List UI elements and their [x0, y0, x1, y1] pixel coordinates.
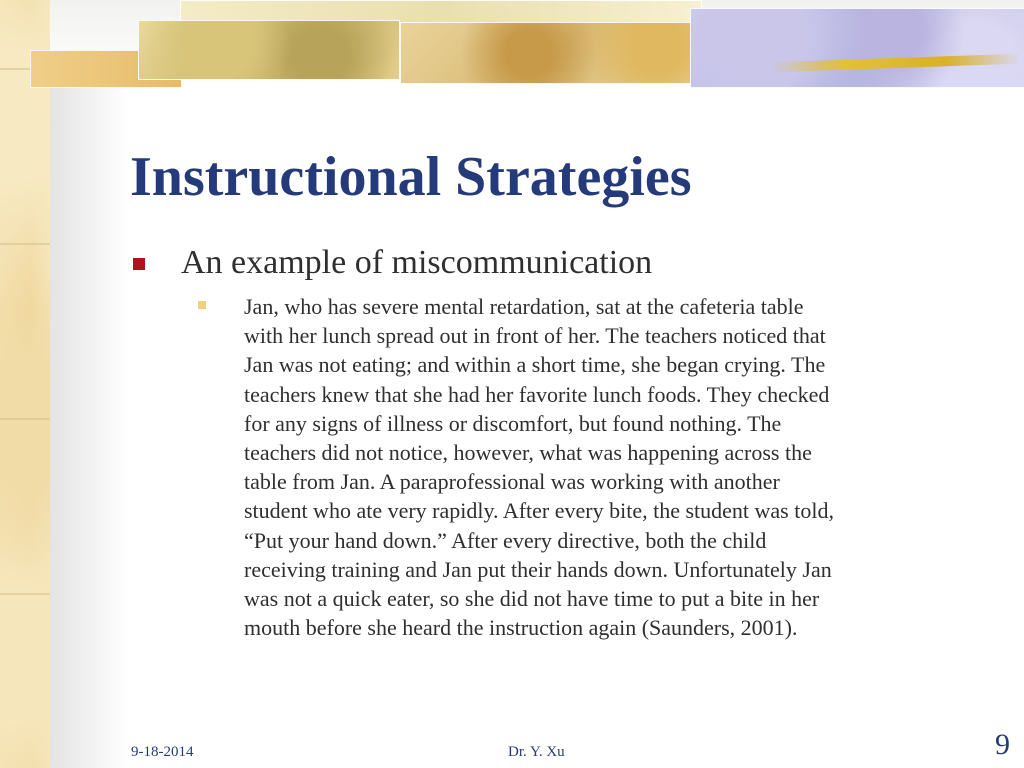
paragraph-line: student who ate very rapidly. After every bite, the student was told, [244, 498, 834, 524]
paragraph-line: Jan, who has severe mental retardation, sat at the cafeteria table [244, 294, 804, 319]
page-number: 9 [995, 728, 1010, 761]
paragraph-line: table from Jan. A paraprofessional was working with another [244, 469, 780, 495]
left-decorative-strip [0, 0, 50, 768]
small-square-bullet-icon [198, 301, 206, 309]
top-tile-gold [400, 22, 722, 84]
bullet-text: An example of miscommunication [181, 244, 653, 281]
paragraph-line: mouth before she heard the instruction again (Saunders, 2001). [244, 615, 798, 641]
sub-bullet-item [198, 292, 989, 642]
top-tile-leaves [138, 20, 400, 80]
paragraph-line: “Put your hand down.” After every directive, both the child [244, 527, 767, 553]
square-bullet-icon [133, 258, 145, 270]
footer-author: Dr. Y. Xu [508, 744, 565, 760]
paragraph-line: with her lunch spread out in front of her. The teachers noticed that [244, 323, 826, 349]
footer-date: 9-18-2014 [131, 744, 194, 760]
paragraph-line: was not a quick eater, so she did not have time to put a bite in her [244, 586, 820, 612]
slide-title: Instructional Strategies [130, 146, 692, 208]
paragraph-line: for any signs of illness or discomfort, but found nothing. The [244, 410, 782, 436]
sub-bullet-paragraph [244, 292, 989, 642]
left-shadow [50, 85, 130, 768]
paragraph-line: teachers knew that she had her favorite lunch foods. They checked [244, 381, 830, 407]
paragraph-line: teachers did not notice, however, what was happening across the [244, 440, 812, 466]
bullet-item [133, 246, 652, 280]
paragraph-line: Jan was not eating; and within a short time, she began crying. The [244, 352, 826, 378]
top-tile-lavender [690, 8, 1024, 88]
paragraph-line: receiving training and Jan put their hands down. Unfortunately Jan [244, 556, 832, 582]
